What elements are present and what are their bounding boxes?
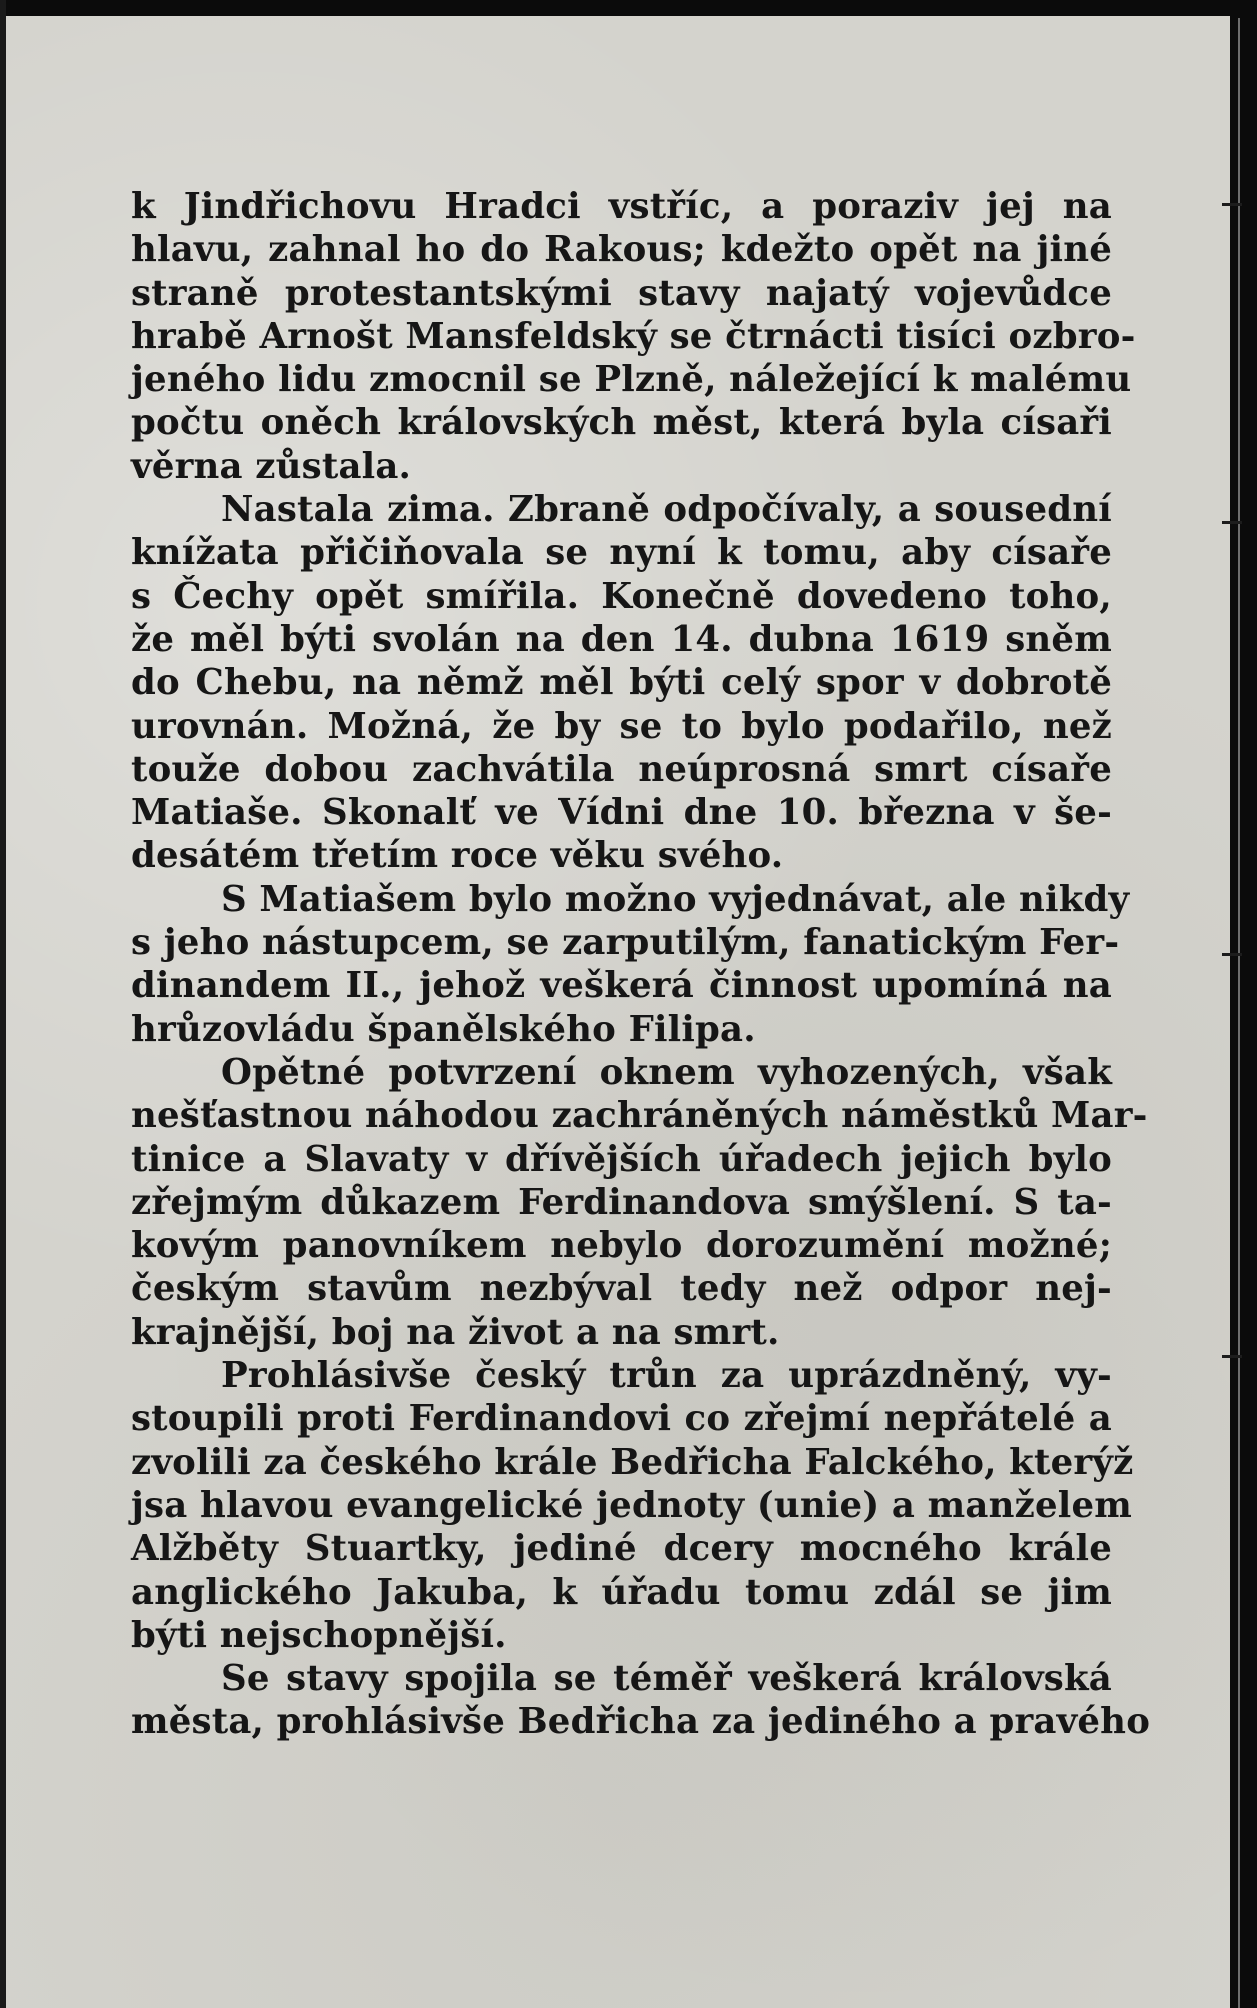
scan-edge-rule	[1238, 18, 1240, 2008]
text-line: Nastala zima. Zbraně odpočívaly, a sousední	[221, 489, 1112, 531]
text-line: s jeho nástupcem, se zarputilým, fanatickým Fer-	[131, 922, 1120, 964]
edge-tick-mark	[1222, 203, 1242, 206]
text-line: jeného lidu zmocnil se Plzně, náležející k malému	[131, 359, 1132, 401]
text-line: nešťastnou náhodou zachráněných náměstků Mar-	[131, 1095, 1148, 1137]
scan-right-border	[1230, 0, 1257, 2008]
text-line: býti nejschopnější.	[131, 1614, 507, 1656]
text-line: jsa hlavou evangelické jednoty (unie) a manželem	[131, 1484, 1133, 1526]
text-line: tinice a Slavaty v dřívějších úřadech jejich bylo	[131, 1138, 1112, 1180]
text-line: českým stavům nezbýval tedy než odpor nej-	[131, 1268, 1112, 1310]
scan-left-border	[0, 0, 6, 2008]
text-line: anglického Jakuba, k úřadu tomu zdál se jim	[131, 1571, 1112, 1613]
text-line: Se stavy spojila se téměř veškerá královská	[221, 1658, 1112, 1700]
edge-tick-mark	[1222, 953, 1242, 956]
text-line: dinandem II., jehož veškerá činnost upomíná na	[131, 965, 1112, 1007]
text-line: Matiaše. Skonalť ve Vídni dne 10. března v še-	[131, 792, 1112, 834]
text-line: zvolili za českého krále Bedřicha Falckého, kterýž	[131, 1441, 1134, 1483]
text-line: že měl býti svolán na den 14. dubna 1619 sněm	[131, 618, 1112, 660]
text-line: touže dobou zachvátila neúprosná smrt císaře	[131, 748, 1112, 790]
text-line: krajnější, boj na život a na smrt.	[131, 1311, 780, 1353]
text-line: knížata přičiňovala se nyní k tomu, aby císaře	[131, 532, 1112, 574]
text-line: Alžběty Stuartky, jediné dcery mocného krále	[131, 1528, 1112, 1570]
scan-top-border	[0, 0, 1230, 16]
text-line: kovým panovníkem nebylo dorozumění možné;	[131, 1225, 1112, 1267]
text-line: hrůzovládu španělského Filipa.	[131, 1008, 756, 1050]
text-line: urovnán. Možná, že by se to bylo podařilo, než	[131, 705, 1112, 747]
text-line: věrna zůstala.	[131, 445, 412, 487]
text-line: hrabě Arnošt Mansfeldský se čtrnácti tisíci ozbro-	[131, 315, 1136, 357]
text-line: Prohlásivše český trůn za uprázdněný, vy-	[221, 1355, 1112, 1397]
text-line: zřejmým důkazem Ferdinandova smýšlení. S ta-	[131, 1181, 1112, 1223]
text-line: straně protestantskými stavy najatý vojevůdce	[131, 272, 1112, 314]
body-text	[131, 185, 1151, 1744]
text-line: s Čechy opět smířila. Konečně dovedeno toho,	[131, 575, 1112, 617]
text-line: desátém třetím roce věku svého.	[131, 835, 784, 877]
edge-tick-mark	[1222, 521, 1242, 524]
text-line: Opětné potvrzení oknem vyhozených, však	[221, 1051, 1112, 1093]
text-line: stoupili proti Ferdinandovi co zřejmí nepřátelé a	[131, 1398, 1112, 1440]
text-line: S Matiašem bylo možno vyjednávat, ale nikdy	[221, 878, 1130, 920]
text-line: do Chebu, na němž měl býti celý spor v dobrotě	[131, 662, 1112, 704]
text-line: k Jindřichovu Hradci vstříc, a poraziv jej na	[131, 186, 1112, 227]
text-line: města, prohlásivše Bedřicha za jediného a pravého	[131, 1701, 1151, 1743]
text-line: hlavu, zahnal ho do Rakous; kdežto opět na jiné	[131, 229, 1112, 271]
text-line: počtu oněch královských měst, která byla císaři	[131, 402, 1112, 444]
edge-tick-mark	[1222, 1355, 1242, 1358]
